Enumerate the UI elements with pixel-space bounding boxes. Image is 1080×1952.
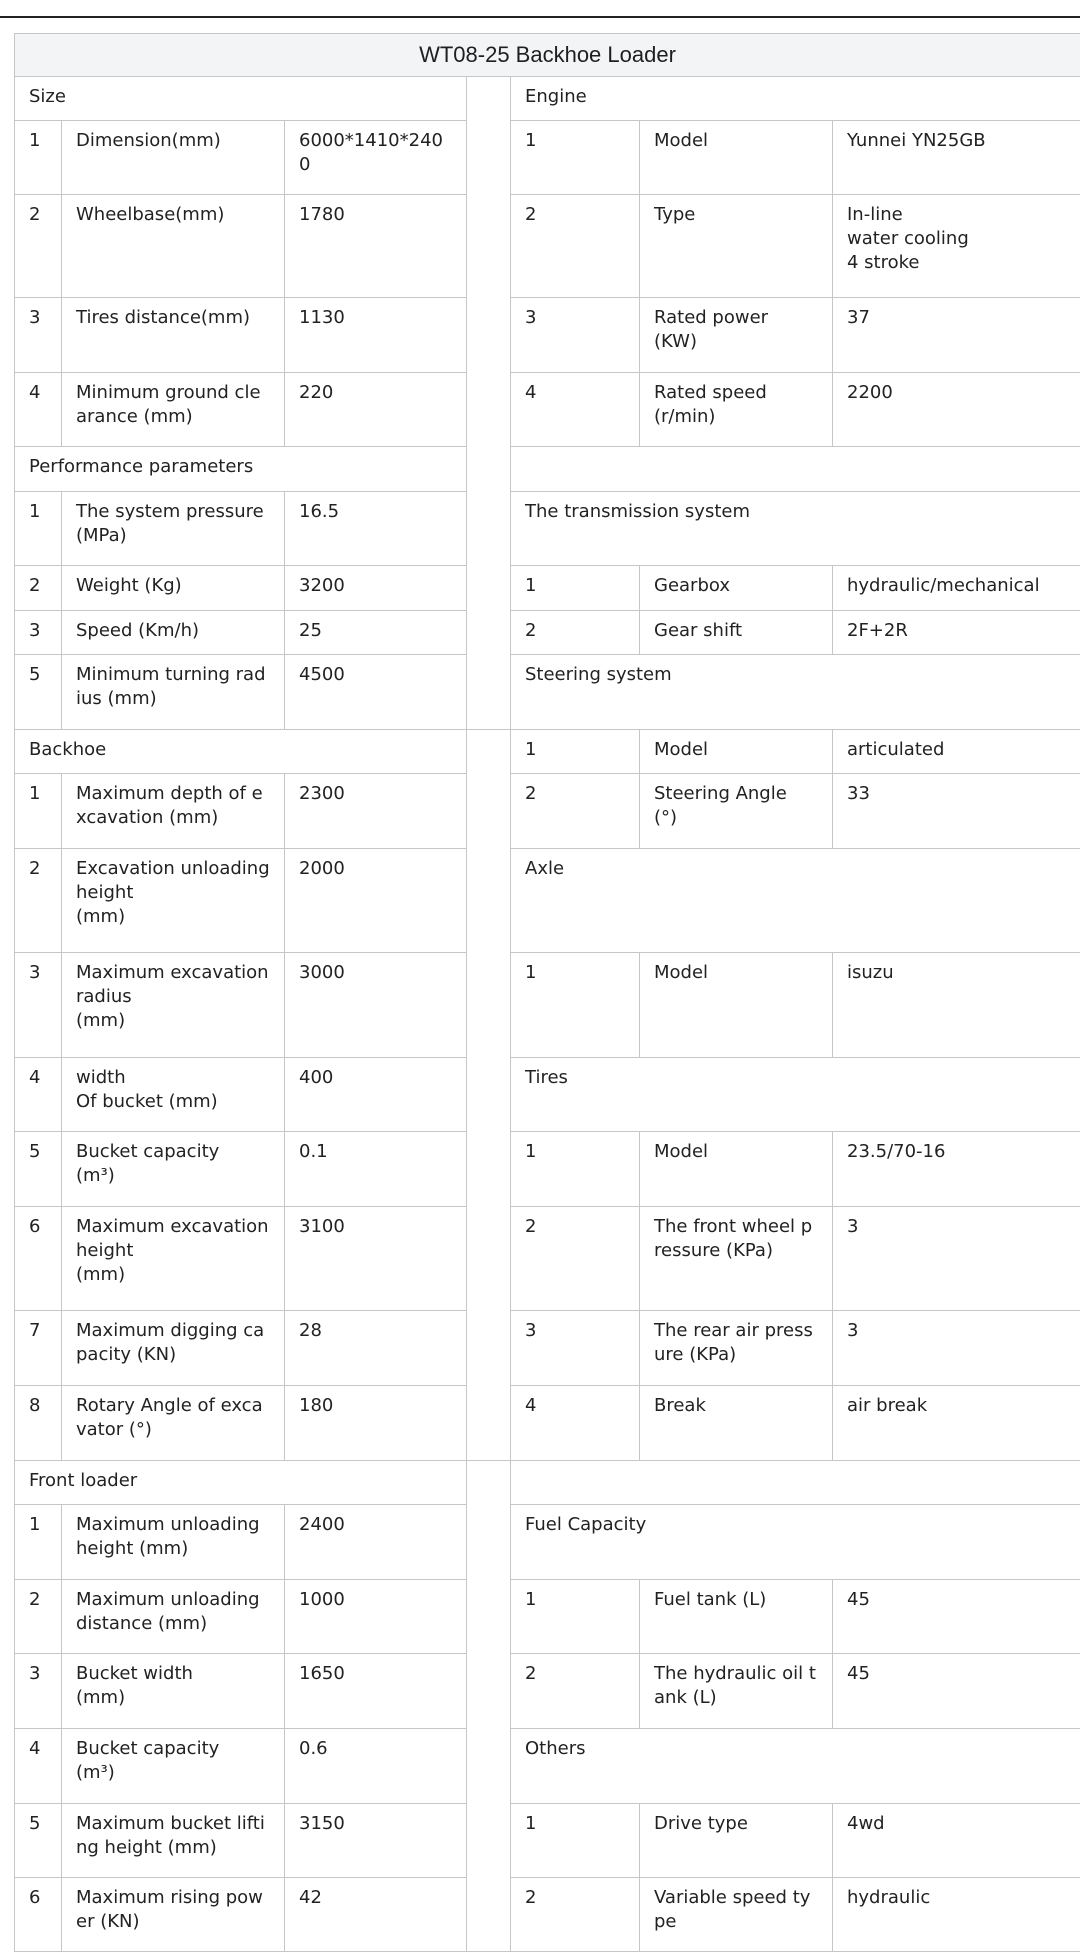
spec-label: Maximum excavation height (mm) [62,1207,285,1311]
row-number: 1 [511,566,640,611]
row-number: 2 [511,611,640,655]
section-tires: Tires [511,1058,1080,1132]
spec-value: Yunnei YN25GB [833,121,1080,195]
spec-value: 400 [285,1058,467,1132]
row-number: 7 [15,1311,62,1386]
row-number: 1 [511,1804,640,1878]
spec-value: 4500 [285,655,467,730]
row-number: 4 [511,373,640,447]
row-number: 1 [511,1132,640,1207]
spec-value: 2F+2R [833,611,1080,655]
spec-label: Model [640,1132,833,1207]
section-steering: Steering system [511,655,1080,730]
spec-label: Model [640,953,833,1058]
row-number: 2 [511,1878,640,1952]
row-number: 1 [15,1505,62,1580]
section-backhoe: Backhoe [15,730,467,774]
spec-value: 16.5 [285,492,467,566]
spec-value: 28 [285,1311,467,1386]
row-number: 5 [15,1804,62,1878]
row-number: 2 [15,849,62,953]
spec-label: Model [640,730,833,774]
spec-label: Weight (Kg) [62,566,285,611]
spec-value: 0.1 [285,1132,467,1207]
spec-label: Variable speed type [640,1878,833,1952]
spec-label: Wheelbase(mm) [62,195,285,298]
spec-value: 3100 [285,1207,467,1311]
spec-value: hydraulic [833,1878,1080,1952]
spec-label: width Of bucket (mm) [62,1058,285,1132]
row-number: 6 [15,1207,62,1311]
spec-label: Break [640,1386,833,1461]
section-front-loader: Front loader [15,1461,467,1505]
row-number: 3 [15,298,62,373]
row-number: 3 [15,611,62,655]
spec-label: Rated speed (r/min) [640,373,833,447]
row-number: 3 [15,953,62,1058]
section-size: Size [15,77,467,121]
spec-value: 3 [833,1207,1080,1311]
spec-value: 0.6 [285,1729,467,1804]
spec-value: 25 [285,611,467,655]
column-gap [467,77,511,730]
spec-label: Maximum unloading height (mm) [62,1505,285,1580]
spec-value: 2300 [285,774,467,849]
row-number: 3 [511,1311,640,1386]
empty-cell [511,1461,1080,1505]
row-number: 5 [15,655,62,730]
spec-label: Excavation unloading height (mm) [62,849,285,953]
section-others: Others [511,1729,1080,1804]
section-fuel: Fuel Capacity [511,1505,1080,1580]
spec-value: In-line water cooling 4 stroke [833,195,1080,298]
row-number: 2 [15,1580,62,1654]
row-number: 4 [15,1058,62,1132]
spec-value: 1000 [285,1580,467,1654]
spec-value: 3 [833,1311,1080,1386]
spec-value: 45 [833,1654,1080,1729]
spec-table [14,33,1080,1952]
row-number: 2 [511,195,640,298]
row-number: 1 [511,121,640,195]
spec-label: Type [640,195,833,298]
spec-value: isuzu [833,953,1080,1058]
row-number: 2 [511,1654,640,1729]
row-number: 8 [15,1386,62,1461]
spec-value: 1780 [285,195,467,298]
section-transmission: The transmission system [511,492,1080,566]
empty-cell [511,447,1080,492]
row-number: 1 [511,1580,640,1654]
spec-value: 37 [833,298,1080,373]
column-gap [467,730,511,1461]
row-number: 2 [15,195,62,298]
spec-label: The rear air pressure (KPa) [640,1311,833,1386]
spec-label: Rated power (KW) [640,298,833,373]
spec-label: Tires distance(mm) [62,298,285,373]
spec-label: Bucket width (mm) [62,1654,285,1729]
spec-value: air break [833,1386,1080,1461]
spec-value: 42 [285,1878,467,1952]
spec-label: Bucket capacity (m³) [62,1729,285,1804]
row-number: 4 [511,1386,640,1461]
row-number: 6 [15,1878,62,1952]
spec-value: 2400 [285,1505,467,1580]
spec-label: Fuel tank (L) [640,1580,833,1654]
spec-label: The system pressure (MPa) [62,492,285,566]
spec-label: Maximum rising power (KN) [62,1878,285,1952]
spec-label: Maximum bucket lifting height (mm) [62,1804,285,1878]
spec-value: 220 [285,373,467,447]
spec-label: Bucket capacity (m³) [62,1132,285,1207]
spec-label: Speed (Km/h) [62,611,285,655]
spec-value: 33 [833,774,1080,849]
row-number: 1 [511,730,640,774]
spec-label: The hydraulic oil tank (L) [640,1654,833,1729]
column-gap [467,1461,511,1952]
spec-value: 3000 [285,953,467,1058]
spec-value: 2200 [833,373,1080,447]
spec-label: Maximum unloading distance (mm) [62,1580,285,1654]
spec-value: articulated [833,730,1080,774]
row-number: 3 [511,298,640,373]
spec-label: Gear shift [640,611,833,655]
row-number: 4 [15,373,62,447]
spec-label: Maximum excavation radius (mm) [62,953,285,1058]
section-performance: Performance parameters [15,447,467,492]
spec-label: Dimension(mm) [62,121,285,195]
row-number: 2 [15,566,62,611]
row-number: 1 [15,492,62,566]
spec-label: Minimum ground clearance (mm) [62,373,285,447]
row-number: 1 [15,121,62,195]
table-title: WT08-25 Backhoe Loader [15,34,1080,77]
spec-value: 4wd [833,1804,1080,1878]
section-engine: Engine [511,77,1080,121]
spec-value: 3200 [285,566,467,611]
section-axle: Axle [511,849,1080,953]
spec-value: 1130 [285,298,467,373]
spec-value: 1650 [285,1654,467,1729]
spec-value: 180 [285,1386,467,1461]
spec-label: Minimum turning radius (mm) [62,655,285,730]
spec-value: 45 [833,1580,1080,1654]
spec-value: 3150 [285,1804,467,1878]
spec-label: Rotary Angle of excavator (°) [62,1386,285,1461]
spec-label: Gearbox [640,566,833,611]
spec-value: 2000 [285,849,467,953]
row-number: 2 [511,1207,640,1311]
row-number: 4 [15,1729,62,1804]
spec-label: Drive type [640,1804,833,1878]
spec-value: hydraulic/mechanical [833,566,1080,611]
spec-label: Model [640,121,833,195]
top-rule [0,16,1080,18]
spec-label: The front wheel pressure (KPa) [640,1207,833,1311]
row-number: 2 [511,774,640,849]
row-number: 5 [15,1132,62,1207]
row-number: 1 [511,953,640,1058]
spec-label: Maximum depth of excavation (mm) [62,774,285,849]
row-number: 1 [15,774,62,849]
spec-label: Maximum digging capacity (KN) [62,1311,285,1386]
spec-value: 23.5/70-16 [833,1132,1080,1207]
row-number: 3 [15,1654,62,1729]
spec-value: 6000*1410*2400 [285,121,467,195]
spec-label: Steering Angle (°) [640,774,833,849]
